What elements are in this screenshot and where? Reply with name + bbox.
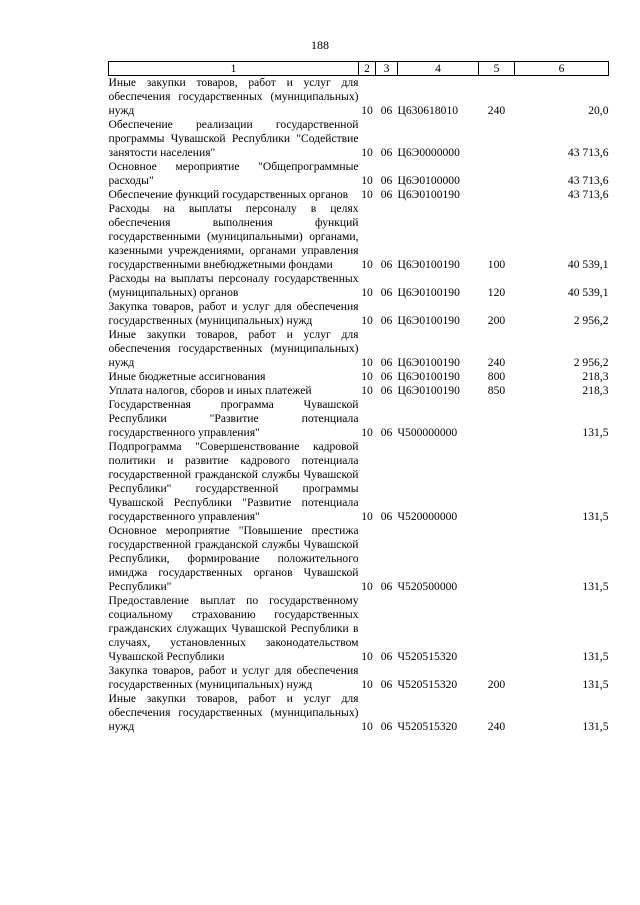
row-section: 10 <box>361 174 373 187</box>
row-amount: 43 713,6 <box>567 146 609 159</box>
column-header-name: 1 <box>109 62 359 76</box>
row-subsection: 06 <box>380 678 393 691</box>
row-name: Расходы на выплаты персоналу в целях обеспечения выполнения функций государственными (муниципальными) органами, казенными учреждениями, органами управления государственными внебюджетными фондами <box>108 202 359 271</box>
row-amount: 43 713,6 <box>567 188 609 201</box>
row-subsection: 06 <box>380 174 393 187</box>
row-expense-type <box>479 524 515 594</box>
row-name: Основное мероприятие "Общепрограммные расходы" <box>108 160 359 187</box>
row-section: 10 <box>361 580 373 593</box>
row-name: Иные закупки товаров, работ и услуг для обеспечения государственных (муниципальных) нужд <box>108 328 359 369</box>
row-amount: 131,5 <box>582 720 609 733</box>
row-target-article: Ц6Э0100190 <box>397 258 460 271</box>
column-header-amount: 6 <box>515 62 609 76</box>
row-amount: 218,3 <box>582 370 609 383</box>
row-expense-type: 850 <box>487 384 506 397</box>
row-amount: 131,5 <box>582 650 609 663</box>
table-row <box>109 272 609 300</box>
row-target-article: Ч520515320 <box>397 650 458 663</box>
row-name: Закупка товаров, работ и услуг для обеспечения государственных (муниципальных) нужд <box>108 300 359 327</box>
row-expense-type: 100 <box>487 258 506 271</box>
row-name: Основное мероприятие "Повышение престижа государственной гражданской службы Чувашской Республики, формирование положительного имиджа государственных органов Чувашской Республики" <box>108 524 359 593</box>
row-subsection: 06 <box>380 650 393 663</box>
row-target-article: Ц6Э0100190 <box>397 286 460 299</box>
row-section: 10 <box>361 356 373 369</box>
row-section: 10 <box>361 384 373 397</box>
column-header-section: 2 <box>359 62 376 76</box>
row-target-article: Ц6Э0100190 <box>397 356 460 369</box>
row-name: Иные бюджетные ассигнования <box>108 370 266 383</box>
row-target-article: Ц630618010 <box>397 104 459 117</box>
table-row <box>109 664 609 692</box>
row-subsection: 06 <box>380 370 393 383</box>
row-name: Предоставление выплат по государственному социальному страхованию государственных гражданских служащих Чувашской Республики в случаях, установленных законодательством Чувашской Республики <box>108 594 359 663</box>
row-amount: 2 956,2 <box>573 356 609 369</box>
row-amount: 20,0 <box>588 104 609 117</box>
row-expense-type: 240 <box>487 104 506 117</box>
row-amount: 2 956,2 <box>573 314 609 327</box>
row-name: Расходы на выплаты персоналу государственных (муниципальных) органов <box>108 272 359 299</box>
table-row <box>109 370 609 384</box>
row-target-article: Ц6Э0100190 <box>397 314 460 327</box>
row-name: Закупка товаров, работ и услуг для обеспечения государственных (муниципальных) нужд <box>108 664 359 691</box>
page-number: 188 <box>311 38 329 52</box>
row-expense-type: 240 <box>487 356 506 369</box>
row-target-article: Ц6Э0100190 <box>397 370 460 383</box>
table-row <box>109 692 609 734</box>
row-subsection: 06 <box>380 146 393 159</box>
row-section: 10 <box>361 426 373 439</box>
row-subsection: 06 <box>380 510 393 523</box>
row-target-article: Ц6Э0100000 <box>397 174 460 187</box>
row-subsection: 06 <box>380 426 393 439</box>
table-row <box>109 328 609 370</box>
row-section: 10 <box>361 258 373 271</box>
row-expense-type: 800 <box>487 370 506 383</box>
row-subsection: 06 <box>380 356 393 369</box>
row-amount: 218,3 <box>582 384 609 397</box>
row-section: 10 <box>361 650 373 663</box>
row-target-article: Ч520515320 <box>397 720 458 733</box>
row-expense-type <box>479 160 515 188</box>
row-expense-type: 200 <box>487 678 506 691</box>
row-name: Уплата налогов, сборов и иных платежей <box>108 384 312 397</box>
table-row <box>109 76 609 119</box>
row-target-article: Ц6Э0100190 <box>397 188 460 201</box>
row-target-article: Ч520515320 <box>397 678 458 691</box>
row-amount: 43 713,6 <box>567 174 609 187</box>
row-amount: 131,5 <box>582 580 609 593</box>
table-row <box>109 524 609 594</box>
row-expense-type: 120 <box>487 286 506 299</box>
row-expense-type <box>479 118 515 160</box>
row-subsection: 06 <box>380 286 393 299</box>
row-target-article: Ц6Э0000000 <box>397 146 460 159</box>
column-header-subsection: 3 <box>376 62 398 76</box>
row-section: 10 <box>361 104 373 117</box>
row-expense-type <box>479 440 515 524</box>
column-header-expense-type: 5 <box>479 62 515 76</box>
row-name: Подпрограмма "Совершенствование кадровой политики и развитие кадрового потенциала государственной гражданской службы Чувашской Республики" государственной программы Чувашской Республики "Развитие потенциала государственного управления" <box>108 440 359 523</box>
row-amount: 40 539,1 <box>567 286 609 299</box>
header-row <box>109 62 609 76</box>
row-name: Иные закупки товаров, работ и услуг для обеспечения государственных (муниципальных) нужд <box>108 76 359 117</box>
row-name: Обеспечение функций государственных органов <box>108 188 349 201</box>
row-subsection: 06 <box>380 580 393 593</box>
row-expense-type <box>479 188 515 202</box>
row-section: 10 <box>361 510 373 523</box>
row-amount: 131,5 <box>582 426 609 439</box>
row-section: 10 <box>361 314 373 327</box>
row-name: Государственная программа Чувашской Республики "Развитие потенциала государственного управления" <box>108 398 359 439</box>
row-expense-type <box>479 398 515 440</box>
row-subsection: 06 <box>380 384 393 397</box>
row-expense-type: 240 <box>487 720 506 733</box>
row-section: 10 <box>361 188 373 201</box>
table-row <box>109 118 609 160</box>
row-expense-type: 200 <box>487 314 506 327</box>
table-row <box>109 594 609 664</box>
row-name: Обеспечение реализации государственной программы Чувашской Республики "Содействие занятости населения" <box>108 118 359 159</box>
row-subsection: 06 <box>380 314 393 327</box>
row-subsection: 06 <box>380 104 393 117</box>
row-amount: 131,5 <box>582 678 609 691</box>
budget-table <box>108 61 609 734</box>
table-row <box>109 440 609 524</box>
row-target-article: Ч500000000 <box>397 426 458 439</box>
row-target-article: Ч520000000 <box>397 510 458 523</box>
row-subsection: 06 <box>380 720 393 733</box>
row-amount: 131,5 <box>582 510 609 523</box>
row-name: Иные закупки товаров, работ и услуг для обеспечения государственных (муниципальных) нужд <box>108 692 359 733</box>
row-amount: 40 539,1 <box>567 258 609 271</box>
table-row <box>109 160 609 188</box>
row-section: 10 <box>361 678 373 691</box>
row-section: 10 <box>361 720 373 733</box>
table-row <box>109 384 609 398</box>
table-row <box>109 300 609 328</box>
row-section: 10 <box>361 286 373 299</box>
row-expense-type <box>479 594 515 664</box>
row-target-article: Ч520500000 <box>397 580 458 593</box>
row-section: 10 <box>361 146 373 159</box>
table-row <box>109 398 609 440</box>
table-row <box>109 202 609 272</box>
row-subsection: 06 <box>380 188 393 201</box>
table-row <box>109 188 609 202</box>
column-header-target-article: 4 <box>398 62 479 76</box>
row-target-article: Ц6Э0100190 <box>397 384 460 397</box>
row-section: 10 <box>361 370 373 383</box>
row-subsection: 06 <box>380 258 393 271</box>
